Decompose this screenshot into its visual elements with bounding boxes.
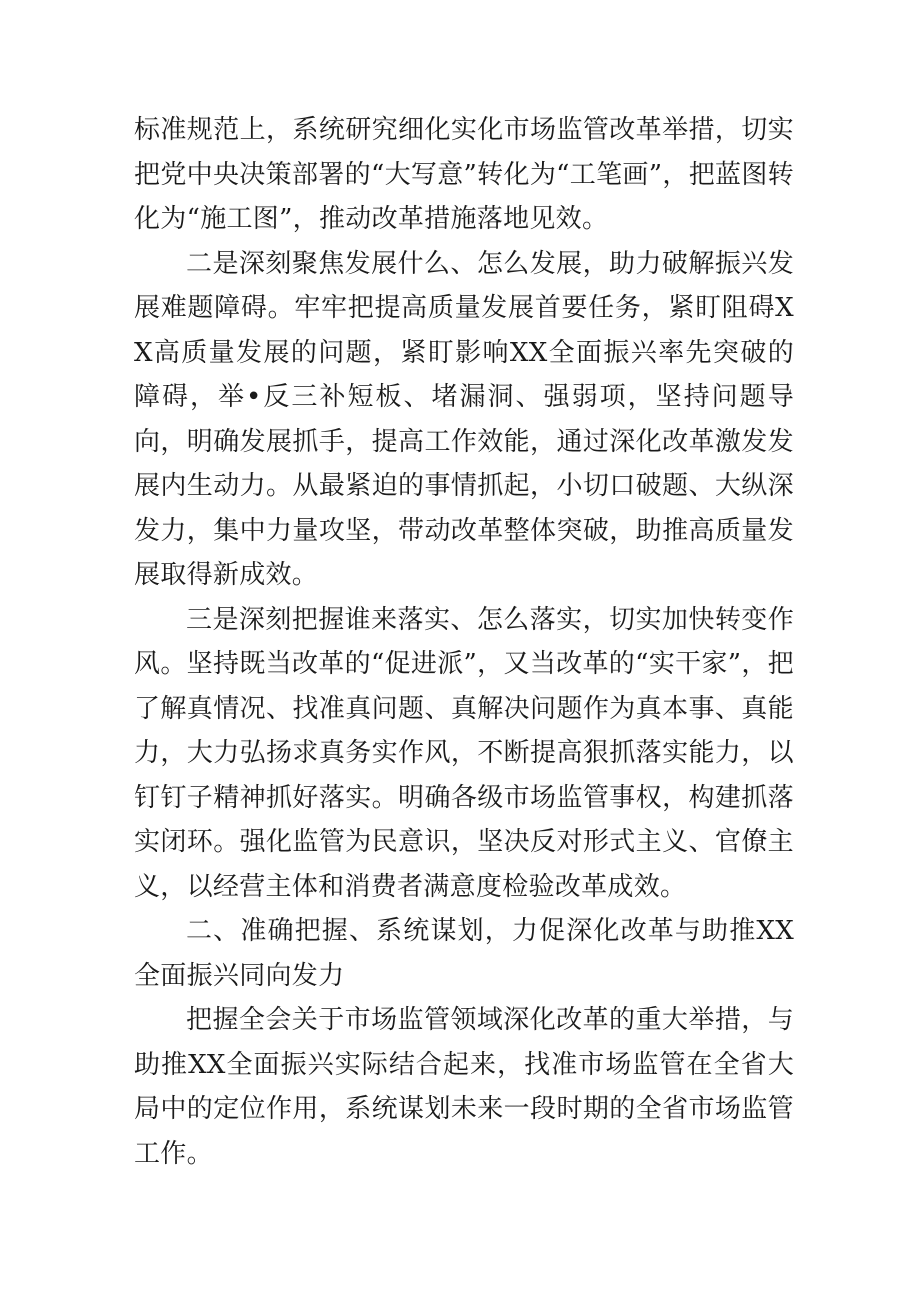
paragraph-section-two-intro: 把握全会关于市场监管领域深化改革的重大举措，与助推XX全面振兴实际结合起来，找准市场监管在全省大局中的定位作用，系统谋划未来一段时期的全省市场监管工作。 (134, 1005, 794, 1169)
paragraph-continuation: 标准规范上，系统研究细化实化市场监管改革举措，切实把党中央决策部署的“大写意”转化为“工笔画”，把蓝图转化为“施工图”，推动改革措施落地见效。 (134, 115, 794, 234)
paragraph-point-three: 三是深刻把握谁来落实、怎么落实，切实加快转变作风。坚持既当改革的“促进派”，又当改革的“实干家”，把了解真情况、找准真问题、真解决问题作为真本事、真能力，大力弘扬求真务实作风，不断提高狠抓落实能力，以钉钉子精神抓好落实。明确各级市场监管事权，构建抓落实闭环。强化监管为民意识，坚决反对形式主义、官僚主义，以经营主体和消费者满意度检验改革成效。 (134, 604, 794, 902)
section-heading-two: 二、准确把握、系统谋划，力促深化改革与助推XX全面振兴同向发力 (134, 916, 794, 991)
paragraph-point-two: 二是深刻聚焦发展什么、怎么发展，助力破解振兴发展难题障碍。牢牢把提高质量发展首要任务，紧盯阻碍XX高质量发展的问题，紧盯影响XX全面振兴率先突破的障碍，举•反三补短板、堵漏洞、强弱项，坚持问题导向，明确发展抓手，提高工作效能，通过深化改革激发发展内生动力。从最紧迫的事情抓起，小切口破题、大纵深发力，集中力量攻坚，带动改革整体突破，助推高质量发展取得新成效。 (134, 248, 794, 590)
document-body (134, 108, 794, 1176)
